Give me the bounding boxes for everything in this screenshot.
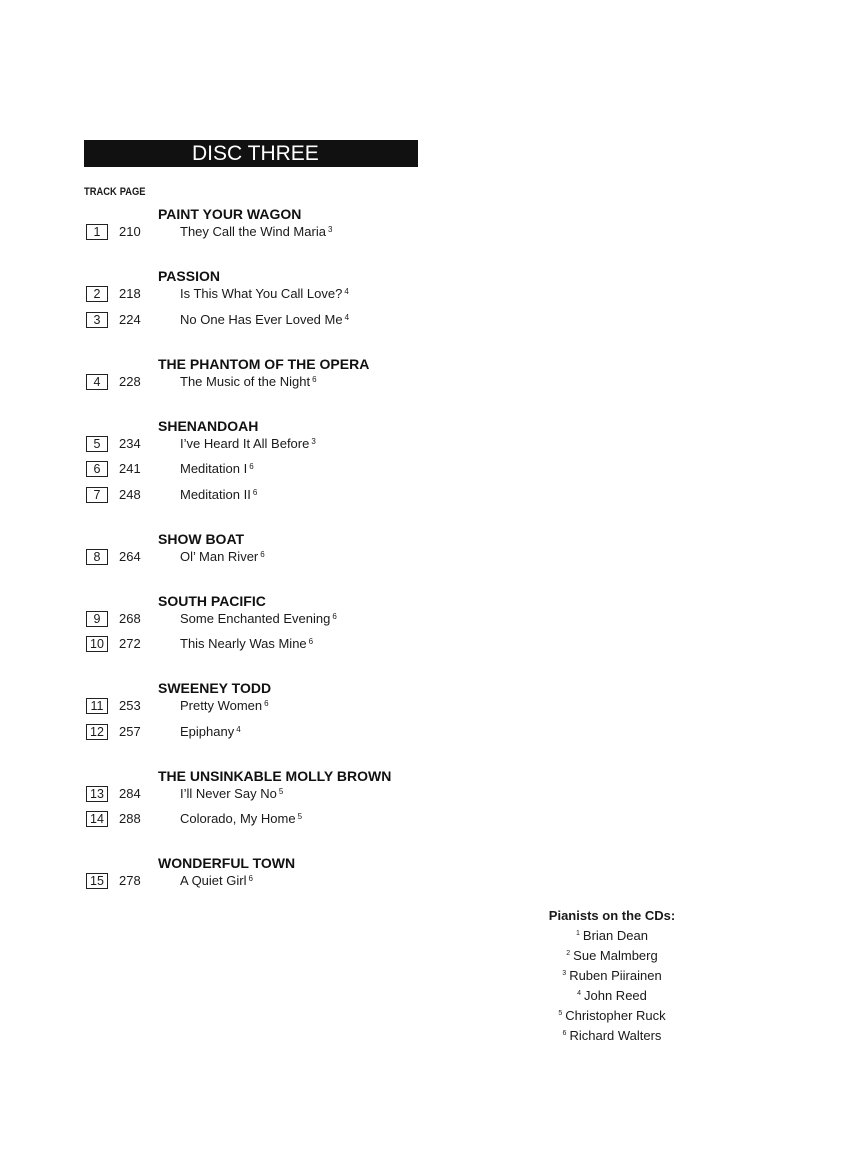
show-title: SOUTH PACIFIC [158, 593, 266, 609]
pianist-footnote: 6 [308, 637, 314, 646]
pianist-footnote: 6 [264, 699, 269, 708]
song-title-text: Is This What You Call Love? [180, 286, 343, 301]
song-title-text: Some Enchanted Evening [180, 611, 331, 626]
track-number-box: 8 [86, 549, 108, 565]
song-title-text: No One Has Ever Loved Me [180, 312, 343, 327]
song-title-text: Epiphany [180, 724, 235, 739]
pianists-legend [530, 906, 694, 1046]
song-title-text: I’ll Never Say No [180, 786, 277, 801]
song-title-text: The Music of the Night [180, 374, 311, 389]
page-number: 253 [119, 698, 141, 713]
show-title: SHOW BOAT [158, 531, 245, 547]
pianist-footnote: 3 [327, 225, 333, 234]
song-title [180, 786, 283, 802]
song-title [180, 312, 349, 328]
track-number-box: 9 [86, 611, 108, 627]
page-number: 272 [119, 636, 141, 651]
pianist-footnote: 5 [278, 787, 284, 796]
track-number-box: 11 [86, 698, 108, 714]
page-number: 218 [119, 286, 141, 301]
page-number: 284 [119, 786, 141, 801]
pianist-number: 1 [576, 930, 580, 937]
pianist-number: 4 [577, 990, 581, 997]
track-number-box: 12 [86, 724, 108, 740]
page-number: 257 [119, 724, 141, 739]
song-title-text: Meditation II [180, 487, 251, 502]
pianist-footnote: 4 [344, 313, 350, 322]
track-number-box: 7 [86, 487, 108, 503]
pianist-footnote: 6 [332, 612, 337, 621]
column-headers [84, 186, 146, 198]
pianist-footnote: 6 [260, 550, 265, 559]
song-title-text: Meditation I [180, 461, 248, 476]
song-title-text: Pretty Women [180, 698, 263, 713]
track-number-box: 3 [86, 312, 108, 328]
pianist-number: 2 [566, 950, 571, 957]
song-title-text: They Call the Wind Maria [180, 224, 326, 239]
page-number: 210 [119, 224, 141, 239]
pianist-name: Richard Walters [569, 1028, 662, 1043]
pianist-name: Sue Malmberg [573, 948, 658, 963]
pianist-name: Christopher Ruck [565, 1008, 666, 1023]
song-title [180, 461, 254, 477]
song-title-text: Colorado, My Home [180, 811, 296, 826]
pianist-entry [530, 986, 694, 1006]
pianist-entry [530, 1026, 694, 1046]
pianist-entry [530, 1006, 694, 1026]
show-title: PASSION [158, 268, 220, 284]
pianist-name: John Reed [584, 988, 647, 1003]
pianist-number: 5 [558, 1010, 563, 1017]
disc-title: DISC THREE [84, 140, 418, 167]
pianist-footnote: 6 [249, 462, 254, 471]
song-title [180, 873, 253, 889]
page-number: 288 [119, 811, 141, 826]
pianist-footnote: 6 [252, 488, 258, 497]
track-number-box: 15 [86, 873, 108, 889]
track-number-box: 13 [86, 786, 108, 802]
page-number: 268 [119, 611, 141, 626]
song-title [180, 224, 332, 240]
show-title: PAINT YOUR WAGON [158, 206, 302, 222]
song-title [180, 374, 317, 390]
show-title: SHENANDOAH [158, 418, 259, 434]
page-number: 278 [119, 873, 141, 888]
song-title-text: I’ve Heard It All Before [180, 436, 310, 451]
track-number-box: 14 [86, 811, 108, 827]
pianists-title: Pianists on the CDs: [548, 908, 676, 923]
song-title [180, 698, 269, 714]
track-number-box: 5 [86, 436, 108, 452]
page-number: 228 [119, 374, 141, 389]
track-number-box: 2 [86, 286, 108, 302]
pianist-entry [530, 926, 694, 946]
pianist-footnote: 3 [311, 437, 316, 446]
show-title: SWEENEY TODD [158, 680, 272, 696]
page-column-header: PAGE [119, 186, 146, 198]
song-title [180, 724, 241, 740]
page-number: 248 [119, 487, 141, 502]
pianist-number: 3 [562, 970, 567, 977]
pianist-footnote: 6 [248, 874, 253, 883]
pianist-entry [530, 966, 694, 986]
pianist-footnote: 5 [297, 812, 303, 821]
song-title [180, 487, 257, 503]
page-number: 264 [119, 549, 141, 564]
song-title [180, 286, 349, 302]
song-title-text: Ol’ Man River [180, 549, 259, 564]
pianist-entry [530, 946, 694, 966]
song-title [180, 636, 313, 652]
song-title-text: A Quiet Girl [180, 873, 247, 888]
pianist-name: Brian Dean [582, 928, 648, 943]
song-title [180, 549, 265, 565]
song-title-text: This Nearly Was Mine [180, 636, 307, 651]
song-title [180, 436, 316, 452]
track-number-box: 1 [86, 224, 108, 240]
track-number-box: 10 [86, 636, 108, 652]
pianist-footnote: 4 [344, 287, 349, 296]
pianist-name: Ruben Piirainen [569, 968, 662, 983]
page-number: 224 [119, 312, 141, 327]
show-title: WONDERFUL TOWN [158, 855, 296, 871]
pianist-footnote: 6 [312, 375, 317, 384]
song-title [180, 611, 337, 627]
track-number-box: 6 [86, 461, 108, 477]
pianist-number: 6 [562, 1030, 567, 1037]
page-number: 234 [119, 436, 141, 451]
pianist-footnote: 4 [236, 725, 241, 734]
track-number-box: 4 [86, 374, 108, 390]
show-title: THE UNSINKABLE MOLLY BROWN [158, 768, 392, 784]
page-number: 241 [119, 461, 141, 476]
show-title: THE PHANTOM OF THE OPERA [158, 356, 370, 372]
song-title [180, 811, 302, 827]
track-column-header: TRACK [84, 186, 117, 198]
